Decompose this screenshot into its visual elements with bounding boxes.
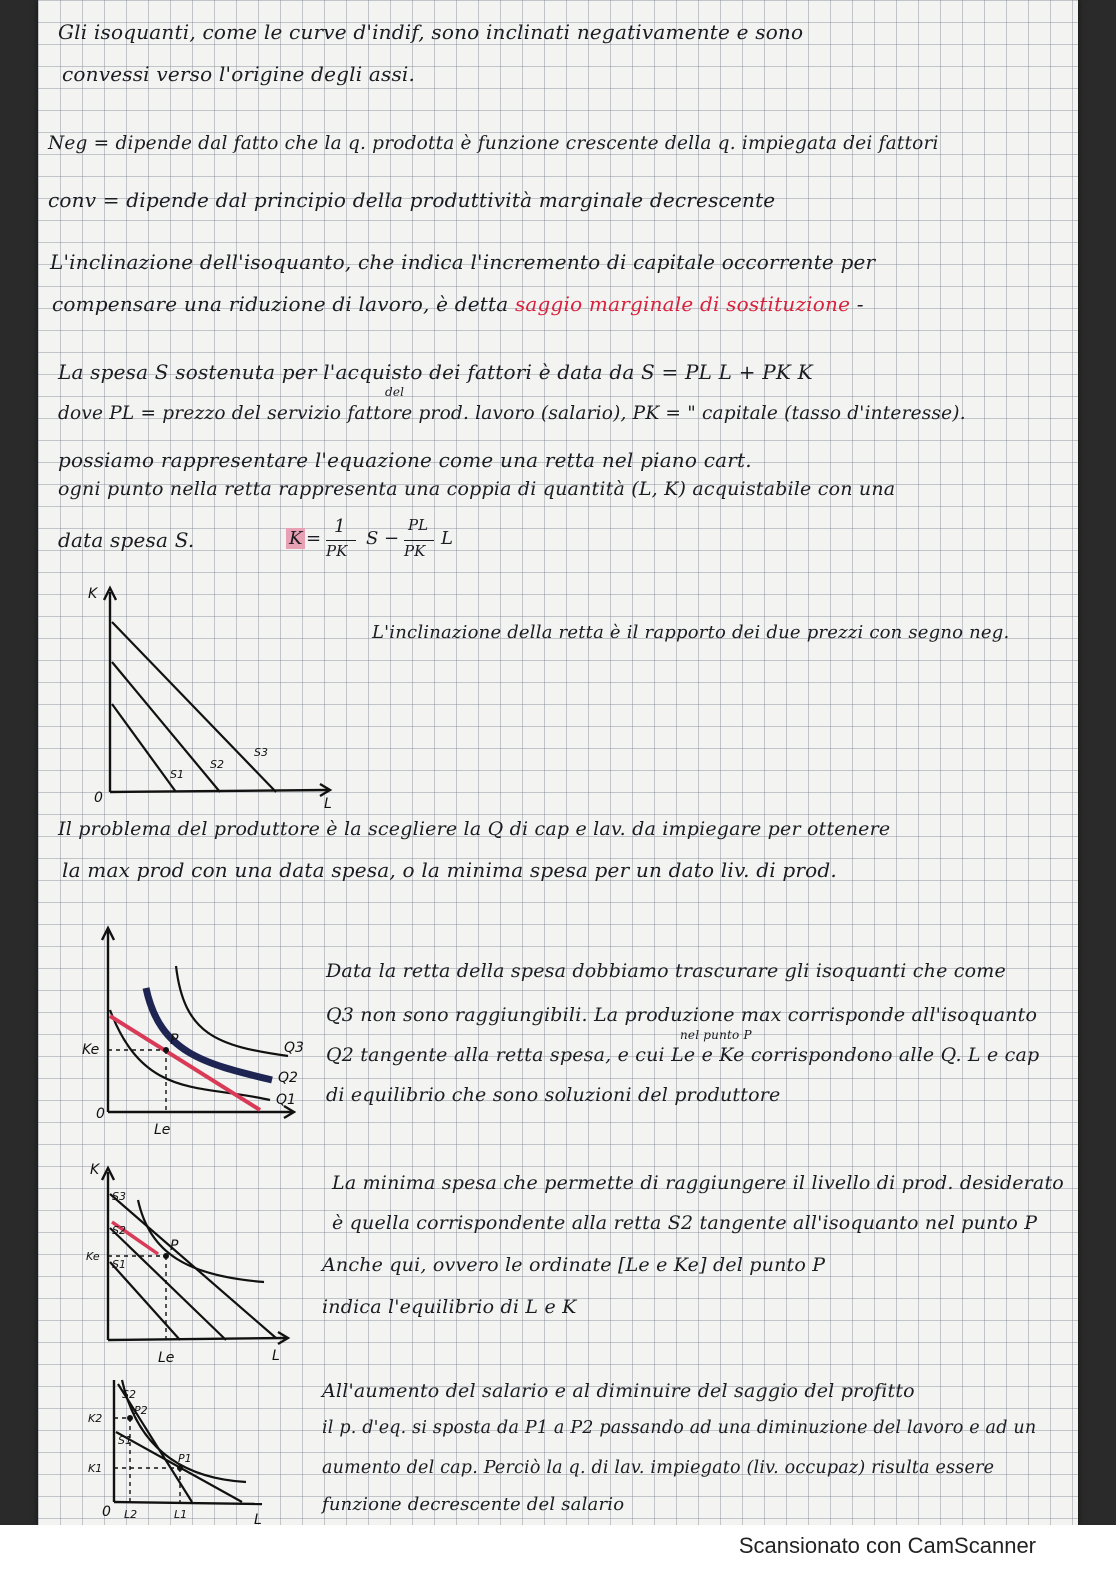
text-line: L'inclinazione della retta è il rapporto dei due prezzi con segno neg.	[372, 622, 1010, 643]
curve-label: Q1	[276, 1092, 296, 1108]
text-line: L'inclinazione dell'isoquanto, che indica l'incremento di capitale occorrente per	[50, 250, 876, 274]
x-axis	[108, 1338, 286, 1340]
text-line: ogni punto nella retta rappresenta una coppia di quantità (L, K) acquistabile con una	[58, 478, 896, 500]
le-label: Le	[158, 1350, 175, 1366]
equilibrium-point	[163, 1047, 169, 1053]
x-axis-label: L	[254, 1512, 262, 1528]
text-line: il p. d'eq. si sposta da P1 a P2 passando ad una diminuzione del lavoro e ad un	[322, 1418, 1037, 1438]
isocost-line-s1	[112, 704, 176, 792]
curve-label: Q2	[278, 1070, 298, 1086]
origin-label: 0	[94, 790, 103, 806]
curve-label: Q3	[284, 1040, 304, 1056]
highlighted-term: saggio marginale di sostituzione	[514, 292, 851, 316]
isocost-line-s3	[112, 622, 276, 792]
text-line: dove PL = prezzo del servizio fattore prod. lavoro (salario), PK = " capitale (tasso d'interesse).	[58, 403, 966, 424]
l1-label: L1	[174, 1508, 188, 1521]
text-annotation: del	[385, 385, 405, 399]
numerator: 1	[334, 516, 346, 537]
text-line: convessi verso l'origine degli assi.	[62, 62, 416, 86]
point-p1	[177, 1465, 183, 1471]
text-line: Neg = dipende dal fatto che la q. prodotta è funzione crescente della q. impiegata dei fattori	[48, 133, 939, 154]
line-label: S2	[112, 1224, 126, 1237]
isoquant-q3	[176, 966, 288, 1056]
isocost-graph	[88, 580, 348, 810]
point-label: P	[170, 1238, 179, 1254]
minus-sign: −	[384, 528, 400, 549]
line-label: S2	[122, 1388, 136, 1401]
text-line: di equilibrio che sono soluzioni del produttore	[326, 1084, 781, 1106]
isocost-line-s1	[110, 1262, 180, 1340]
text-fragment: -	[856, 292, 864, 316]
point-p2	[127, 1415, 133, 1421]
text-line: Data la retta della spesa dobbiamo trascurare gli isoquanti che come	[326, 960, 1006, 982]
x-axis-label: L	[272, 1348, 280, 1364]
point-label: P1	[178, 1452, 192, 1465]
line-label: S1	[112, 1258, 126, 1271]
text-line: Il problema del produttore è la scegliere la Q di cap e lav. da impiegare per ottenere	[58, 818, 891, 840]
ke-label: Ke	[82, 1042, 100, 1058]
tangency-point	[163, 1253, 169, 1259]
point-label: P2	[134, 1404, 148, 1417]
text-line: Gli isoquanti, come le curve d'indif, sono inclinati negativamente e sono	[58, 20, 804, 44]
isocost-line-s3	[110, 1194, 276, 1338]
text-line: conv = dipende dal principio della produttività marginale decrescente	[48, 188, 776, 212]
line-label: S2	[210, 758, 224, 771]
text-line: indica l'equilibrio di L e K	[322, 1296, 577, 1318]
equilibrium-graph	[80, 922, 312, 1142]
denominator: PK	[404, 542, 426, 560]
equals-sign: =	[306, 528, 322, 549]
x-axis-label: L	[324, 796, 332, 812]
text-line: La minima spesa che permette di raggiungere il livello di prod. desiderato	[332, 1172, 1064, 1194]
k2-label: K2	[88, 1412, 103, 1425]
text-annotation: nel punto P	[680, 1028, 752, 1042]
text-line: è quella corrispondente alla retta S2 tangente all'isoquanto nel punto P	[332, 1212, 1038, 1234]
text-line: La spesa S sostenuta per l'acquisto dei fattori è data da S = PL L + PK K	[58, 360, 813, 384]
x-axis	[114, 1502, 262, 1504]
text-line: Q3 non sono raggiungibili. La produzione max corrisponde all'isoquanto	[326, 1004, 1038, 1026]
text-line: data spesa S.	[58, 528, 195, 552]
isocost-line	[110, 1016, 260, 1110]
formula-k: K	[286, 528, 305, 549]
y-axis-label: K	[88, 586, 98, 602]
line-label: S3	[254, 746, 268, 759]
formula	[286, 516, 506, 570]
text-line: la max prod con una data spesa, o la minima spesa per un dato liv. di prod.	[62, 858, 837, 882]
ke-label: Ke	[86, 1250, 100, 1263]
fraction-bar	[404, 540, 434, 541]
isoquant	[138, 1200, 264, 1282]
text-line: All'aumento del salario e al diminuire del saggio del profitto	[322, 1380, 915, 1402]
isoquant	[122, 1380, 246, 1482]
text-line: Q2 tangente alla retta spesa, e cui Le e Ke corrispondono alle Q. L e cap	[326, 1044, 1040, 1066]
denominator: PK	[326, 542, 348, 560]
point-label: P	[170, 1032, 179, 1048]
text-line: Anche qui, ovvero le ordinate [Le e Ke] del punto P	[322, 1254, 826, 1276]
scanner-watermark: Scansionato con CamScanner	[738, 1533, 1036, 1558]
text-fragment: compensare una riduzione di lavoro, è detta	[52, 292, 509, 316]
formula-s: S	[366, 528, 379, 549]
shift-equilibrium-graph	[82, 1376, 282, 1526]
origin-label: 0	[96, 1106, 105, 1122]
k1-label: K1	[88, 1462, 103, 1475]
l2-label: L2	[124, 1508, 138, 1521]
text-line: aumento del cap. Perciò la q. di lav. impiegato (liv. occupaz) risulta essere	[322, 1458, 995, 1478]
text-line: possiamo rappresentare l'equazione come una retta nel piano cart.	[58, 448, 752, 472]
y-axis-label: K	[90, 1162, 100, 1178]
fraction-bar	[326, 540, 356, 541]
min-cost-graph	[86, 1158, 306, 1368]
le-label: Le	[154, 1122, 171, 1138]
line-label: S3	[112, 1190, 126, 1203]
line-label: S1	[170, 768, 184, 781]
formula-l: L	[441, 528, 453, 549]
numerator: PL	[408, 516, 429, 534]
line-label: S1	[118, 1434, 132, 1447]
origin-label: 0	[102, 1504, 111, 1520]
text-line	[52, 292, 864, 316]
text-line: funzione decrescente del salario	[322, 1494, 625, 1515]
